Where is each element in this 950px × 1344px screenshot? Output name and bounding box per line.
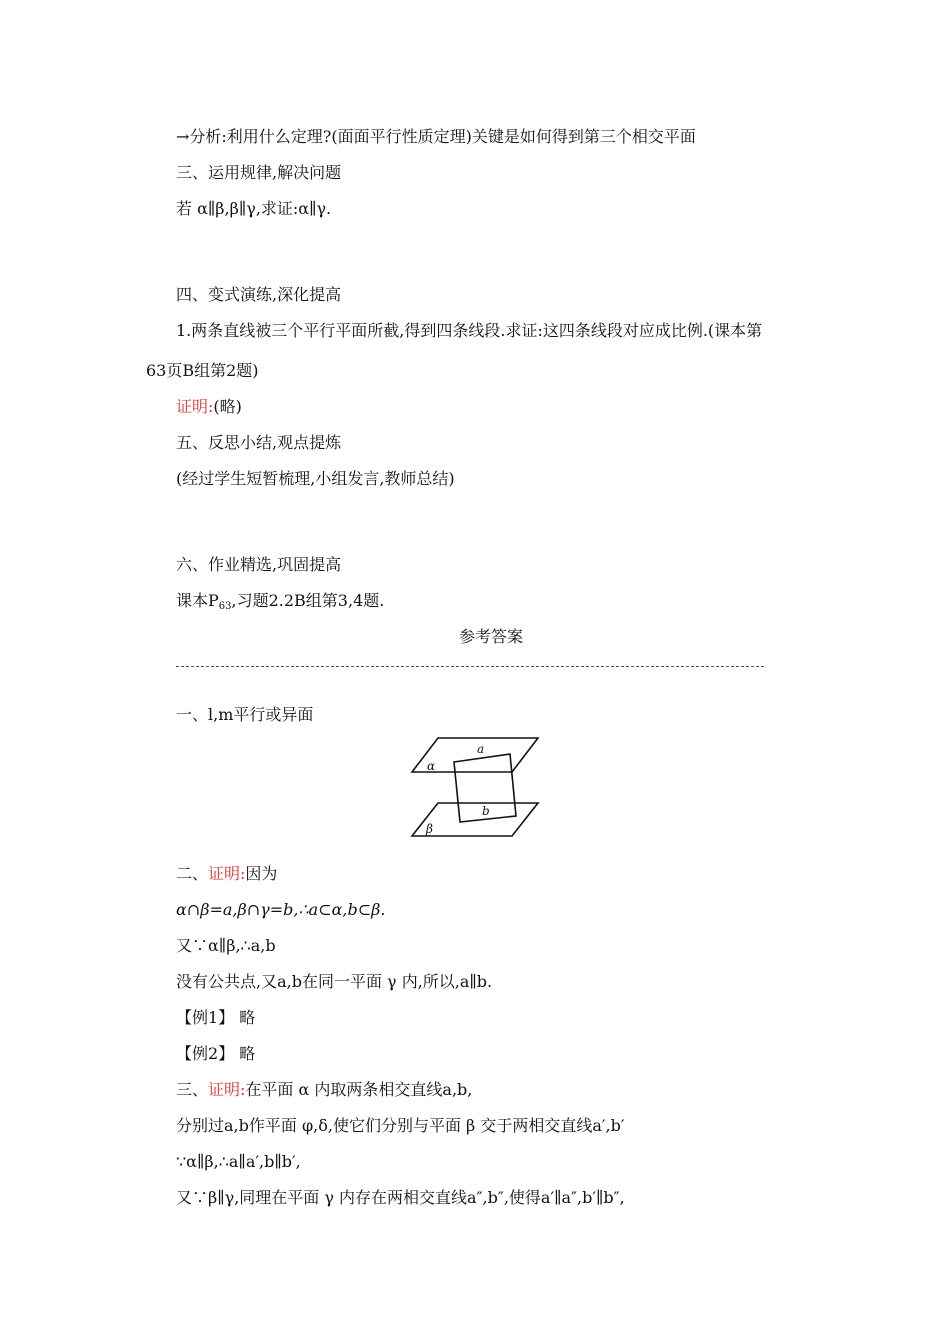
beta-label: β [426, 822, 433, 836]
answer-two-line1: α∩β=a,β∩γ=b,∴a⊂α,b⊂β. [176, 900, 386, 919]
answer-three-line3: 又∵β∥γ,同理在平面 γ 内存在两相交直线a″,b″,使得a′∥a″,b′∥b″, [176, 1188, 625, 1207]
answer-three-heading [176, 1080, 472, 1100]
problem-statement: 若 α∥β,β∥γ,求证:α∥γ. [176, 199, 332, 218]
example-one: 【例1】 略 [176, 1008, 256, 1027]
answer-two-heading [176, 864, 277, 884]
homework-text-a: 课本P [176, 591, 219, 610]
proof-omitted-line [176, 397, 242, 417]
dashed-separator [176, 666, 764, 667]
answer-three-text: 在平面 α 内取两条相交直线a,b, [245, 1080, 473, 1099]
example-two: 【例2】 略 [176, 1044, 256, 1063]
section-three-heading: 三、运用规律,解决问题 [176, 163, 342, 182]
alpha-label: α [427, 759, 436, 773]
analysis-line: →分析:利用什么定理?(面面平行性质定理)关键是如何得到第三个相交平面 [176, 127, 696, 146]
proof-label: 证明: [208, 864, 246, 883]
proof-label: 证明: [208, 1080, 246, 1099]
section-five-heading: 五、反思小结,观点提炼 [176, 433, 342, 452]
exercise-one-line1: 1.两条直线被三个平行平面所截,得到四条线段.求证:这四条线段对应成比例.(课本第 [176, 321, 763, 340]
summary-note: (经过学生短暂梳理,小组发言,教师总结) [176, 469, 455, 488]
answer-three-line1: 分别过a,b作平面 φ,δ,使它们分别与平面 β 交于两相交直线a′,b′ [176, 1116, 625, 1135]
answer-three-line2: ∵α∥β,∴a∥a′,b∥b′, [176, 1152, 301, 1171]
answer-three-prefix: 三、 [176, 1080, 209, 1099]
proof-label: 证明: [176, 397, 214, 416]
homework-line [176, 591, 384, 617]
section-four-heading: 四、变式演练,深化提高 [176, 285, 342, 304]
line-a-label: a [477, 742, 485, 756]
proof-text: (略) [213, 397, 242, 416]
line-b-label: b [482, 804, 490, 818]
answer-two-line3: 没有公共点,又a,b在同一平面 γ 内,所以,a∥b. [176, 972, 493, 991]
section-six-heading: 六、作业精选,巩固提高 [176, 555, 342, 574]
exercise-one-line2: 63页B组第2题) [146, 361, 259, 380]
answer-two-line2: 又∵α∥β,∴a,b [176, 936, 276, 955]
answer-two-prefix: 二、 [176, 864, 209, 883]
answers-heading: 参考答案 [459, 627, 524, 646]
answer-two-text: 因为 [245, 864, 278, 883]
homework-page-subscript: 63 [218, 601, 232, 612]
homework-text-b: ,习题2.2B组第3,4题. [231, 591, 385, 610]
answer-one: 一、l,m平行或异面 [176, 705, 314, 724]
parallel-planes-figure [408, 736, 544, 840]
